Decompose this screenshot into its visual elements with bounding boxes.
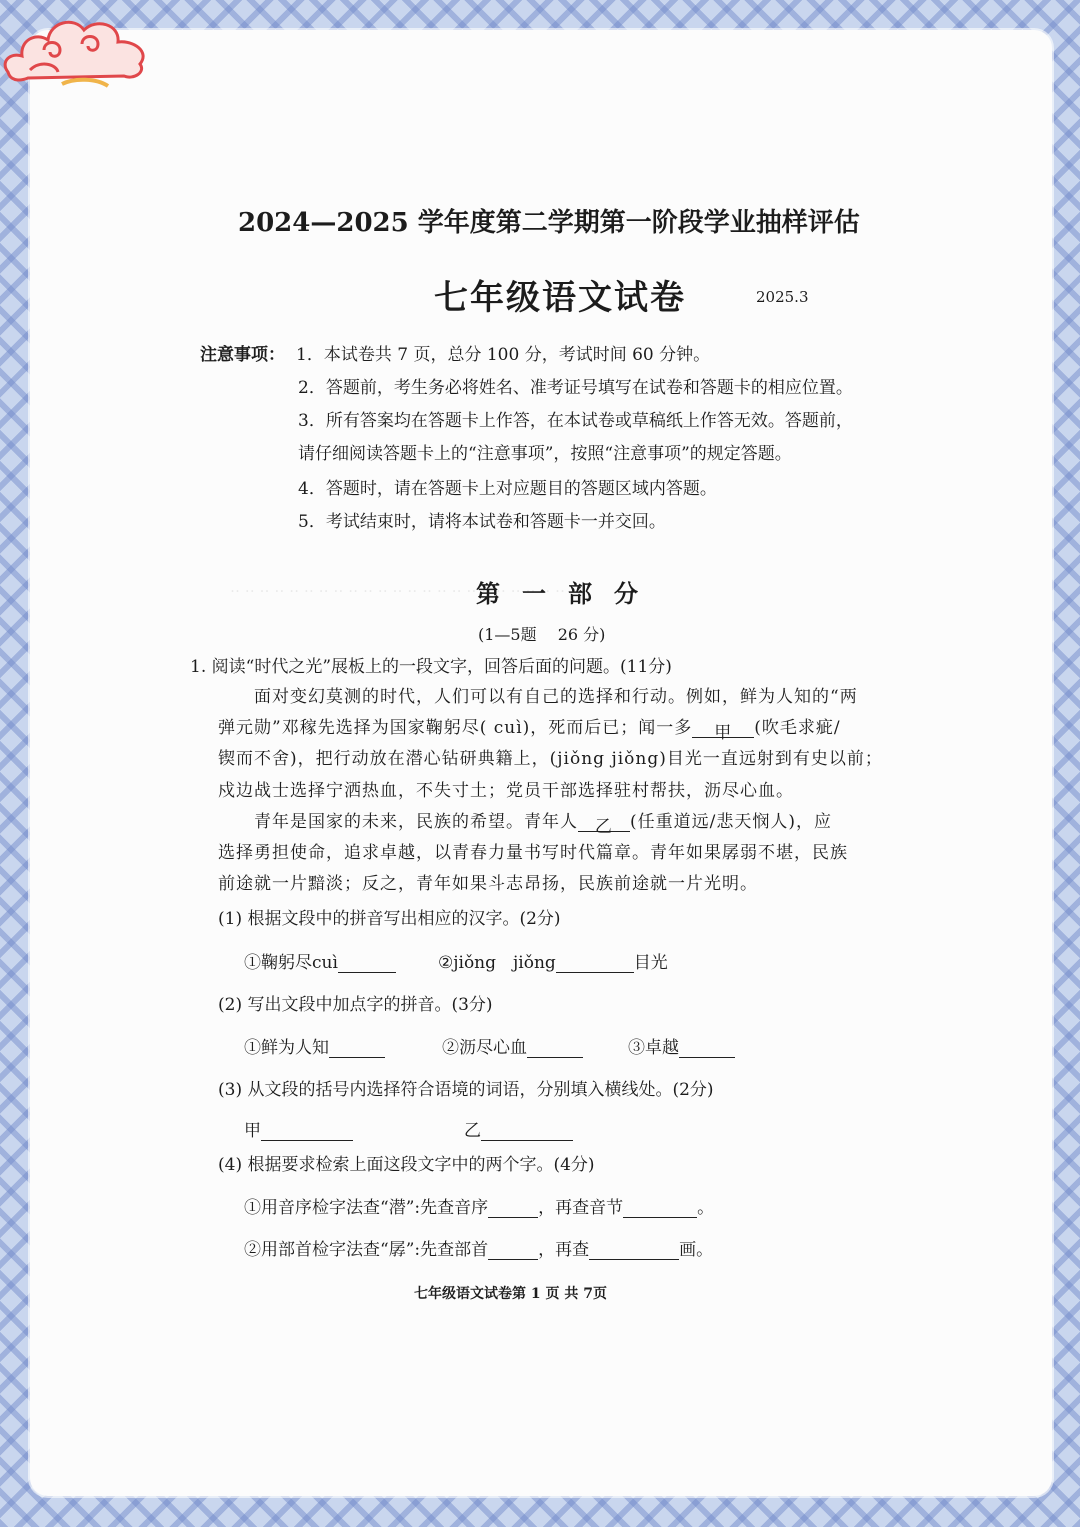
notes-label: 注意事项： bbox=[200, 345, 285, 365]
passage-line: 选择勇担使命，追求卓越，以青春力量书写时代篇章。青年如果孱弱不堪，民族 bbox=[218, 843, 848, 863]
question-1-stem: 1. 阅读“时代之光”展板上的一段文字，回答后面的问题。(11分) bbox=[190, 657, 672, 677]
assessment-title: 2024—2025 学年度第二学期第一阶段学业抽样评估 bbox=[238, 208, 860, 238]
sub-4-a-text: 。 bbox=[697, 1198, 715, 1218]
cloud-accent bbox=[62, 80, 108, 86]
passage-line: 面对变幻莫测的时代，人们可以有自己的选择和行动。例如，鲜为人知的“两 bbox=[254, 687, 858, 707]
note-item: 5．考试结束时，请将本试卷和答题卡一并交回。 bbox=[298, 512, 666, 532]
paper-title: 七年级语文试卷 bbox=[434, 278, 686, 318]
blank-yi bbox=[578, 812, 630, 838]
passage-line bbox=[218, 713, 841, 744]
sub-question-1: (1) 根据文段中的拼音写出相应的汉字。(2分) bbox=[218, 909, 561, 929]
section-range: (1—5题 26 分) bbox=[478, 625, 606, 644]
sub-4-item-b bbox=[244, 1235, 713, 1260]
passage-line bbox=[254, 807, 832, 838]
passage-line: 前途就一片黯淡；反之，青年如果斗志昂扬，民族前途就一片光明。 bbox=[218, 874, 758, 894]
answer-blank[interactable] bbox=[261, 1121, 353, 1141]
sub-2-item-c bbox=[628, 1033, 735, 1058]
sub-1-b-tail: 目光 bbox=[633, 953, 668, 973]
note-item: 1．本试卷共 7 页，总分 100 分，考试时间 60 分钟。 bbox=[296, 345, 711, 365]
passage-text: (任重道远/悲天悯人)，应 bbox=[630, 812, 832, 832]
exam-paper bbox=[30, 30, 1052, 1496]
note-item: 2．答题前，考生务必将姓名、准考证号填写在试卷和答题卡的相应位置。 bbox=[298, 378, 853, 398]
passage-text: (吹毛求疵/ bbox=[754, 718, 841, 738]
answer-blank[interactable] bbox=[329, 1038, 385, 1058]
answer-blank[interactable] bbox=[488, 1240, 538, 1260]
sub-4-b-text: ②用部首检字法查“孱”:先查部首 bbox=[244, 1240, 489, 1260]
cloud-decoration-icon bbox=[0, 0, 155, 100]
sub-2-b-label: ②沥尽心血 bbox=[442, 1038, 527, 1058]
cloud-body bbox=[5, 22, 143, 80]
sub-4-b-text: 画。 bbox=[679, 1240, 714, 1260]
sub-4-a-text: ，再查音节 bbox=[538, 1198, 624, 1218]
blank-jia bbox=[692, 718, 754, 744]
note-item: 请仔细阅读答题卡上的“注意事项”，按照“注意事项”的规定答题。 bbox=[298, 444, 792, 464]
sub-3-a-label: 甲 bbox=[244, 1121, 261, 1141]
blank-jia-label: 甲 bbox=[714, 723, 733, 744]
section-title: 第一部分 bbox=[476, 579, 660, 608]
sub-1-item-a bbox=[244, 948, 396, 973]
answer-blank[interactable] bbox=[488, 1198, 538, 1218]
passage-line: 锲而不舍)，把行动放在潜心钻研典籍上，(jiǒng jiǒng)目光一直远射到有史以前； bbox=[218, 749, 883, 769]
answer-blank[interactable] bbox=[481, 1121, 573, 1141]
sub-3-item-b bbox=[464, 1116, 573, 1141]
page-footer: 七年级语文试卷第 1 页 共 7页 bbox=[414, 1286, 607, 1302]
sub-question-2: (2) 写出文段中加点字的拼音。(3分) bbox=[218, 995, 493, 1015]
sub-3-b-label: 乙 bbox=[464, 1121, 481, 1141]
sub-4-item-a bbox=[244, 1193, 714, 1218]
answer-blank[interactable] bbox=[556, 953, 634, 973]
answer-blank[interactable] bbox=[623, 1198, 697, 1218]
sub-question-4: (4) 根据要求检索上面这段文字中的两个字。(4分) bbox=[218, 1155, 595, 1175]
answer-blank[interactable] bbox=[527, 1038, 583, 1058]
sub-1-b-label: ②jiǒng jiǒng bbox=[438, 953, 556, 973]
sub-2-item-b bbox=[442, 1033, 583, 1058]
passage-text: 弹元勋”邓稼先选择为国家鞠躬尽( cuì)，死而后已；闻一多 bbox=[218, 718, 693, 738]
answer-blank[interactable] bbox=[338, 953, 396, 973]
answer-blank[interactable] bbox=[589, 1240, 679, 1260]
sub-1-item-b bbox=[438, 948, 668, 973]
sub-3-item-a bbox=[244, 1116, 353, 1141]
passage-text: 青年是国家的未来，民族的希望。青年人 bbox=[254, 812, 578, 832]
blank-yi-label: 乙 bbox=[595, 817, 613, 838]
note-item: 3．所有答案均在答题卡上作答，在本试卷或草稿纸上作答无效。答题前， bbox=[298, 411, 853, 431]
sub-2-c-label: ③卓越 bbox=[628, 1038, 679, 1058]
note-item: 4．答题时，请在答题卡上对应题目的答题区域内答题。 bbox=[298, 479, 717, 499]
sub-2-a-label: ①鲜为人知 bbox=[244, 1038, 329, 1058]
sub-2-item-a bbox=[244, 1033, 385, 1058]
sub-4-b-text: ，再查 bbox=[538, 1240, 590, 1260]
sub-1-a-label: ①鞠躬尽cuì bbox=[244, 953, 338, 973]
bleed-through-text: ‥ ‥ ‥ ‥ ‥ ‥ ‥ ‥ ‥ ‥ ‥ ‥ ‥ ‥ ‥ ‥ ‥ ‥ ‥ ‥ ‥ ‥ ‥ bbox=[230, 578, 566, 596]
sub-4-a-text: ①用音序检字法查“潜”:先查音序 bbox=[244, 1198, 489, 1218]
exam-date: 2025.3 bbox=[756, 288, 809, 306]
answer-blank[interactable] bbox=[679, 1038, 735, 1058]
passage-line: 戍边战士选择宁洒热血，不失寸土；党员干部选择驻村帮扶，沥尽心血。 bbox=[218, 781, 794, 801]
sub-question-3: (3) 从文段的括号内选择符合语境的词语，分别填入横线处。(2分) bbox=[218, 1080, 714, 1100]
